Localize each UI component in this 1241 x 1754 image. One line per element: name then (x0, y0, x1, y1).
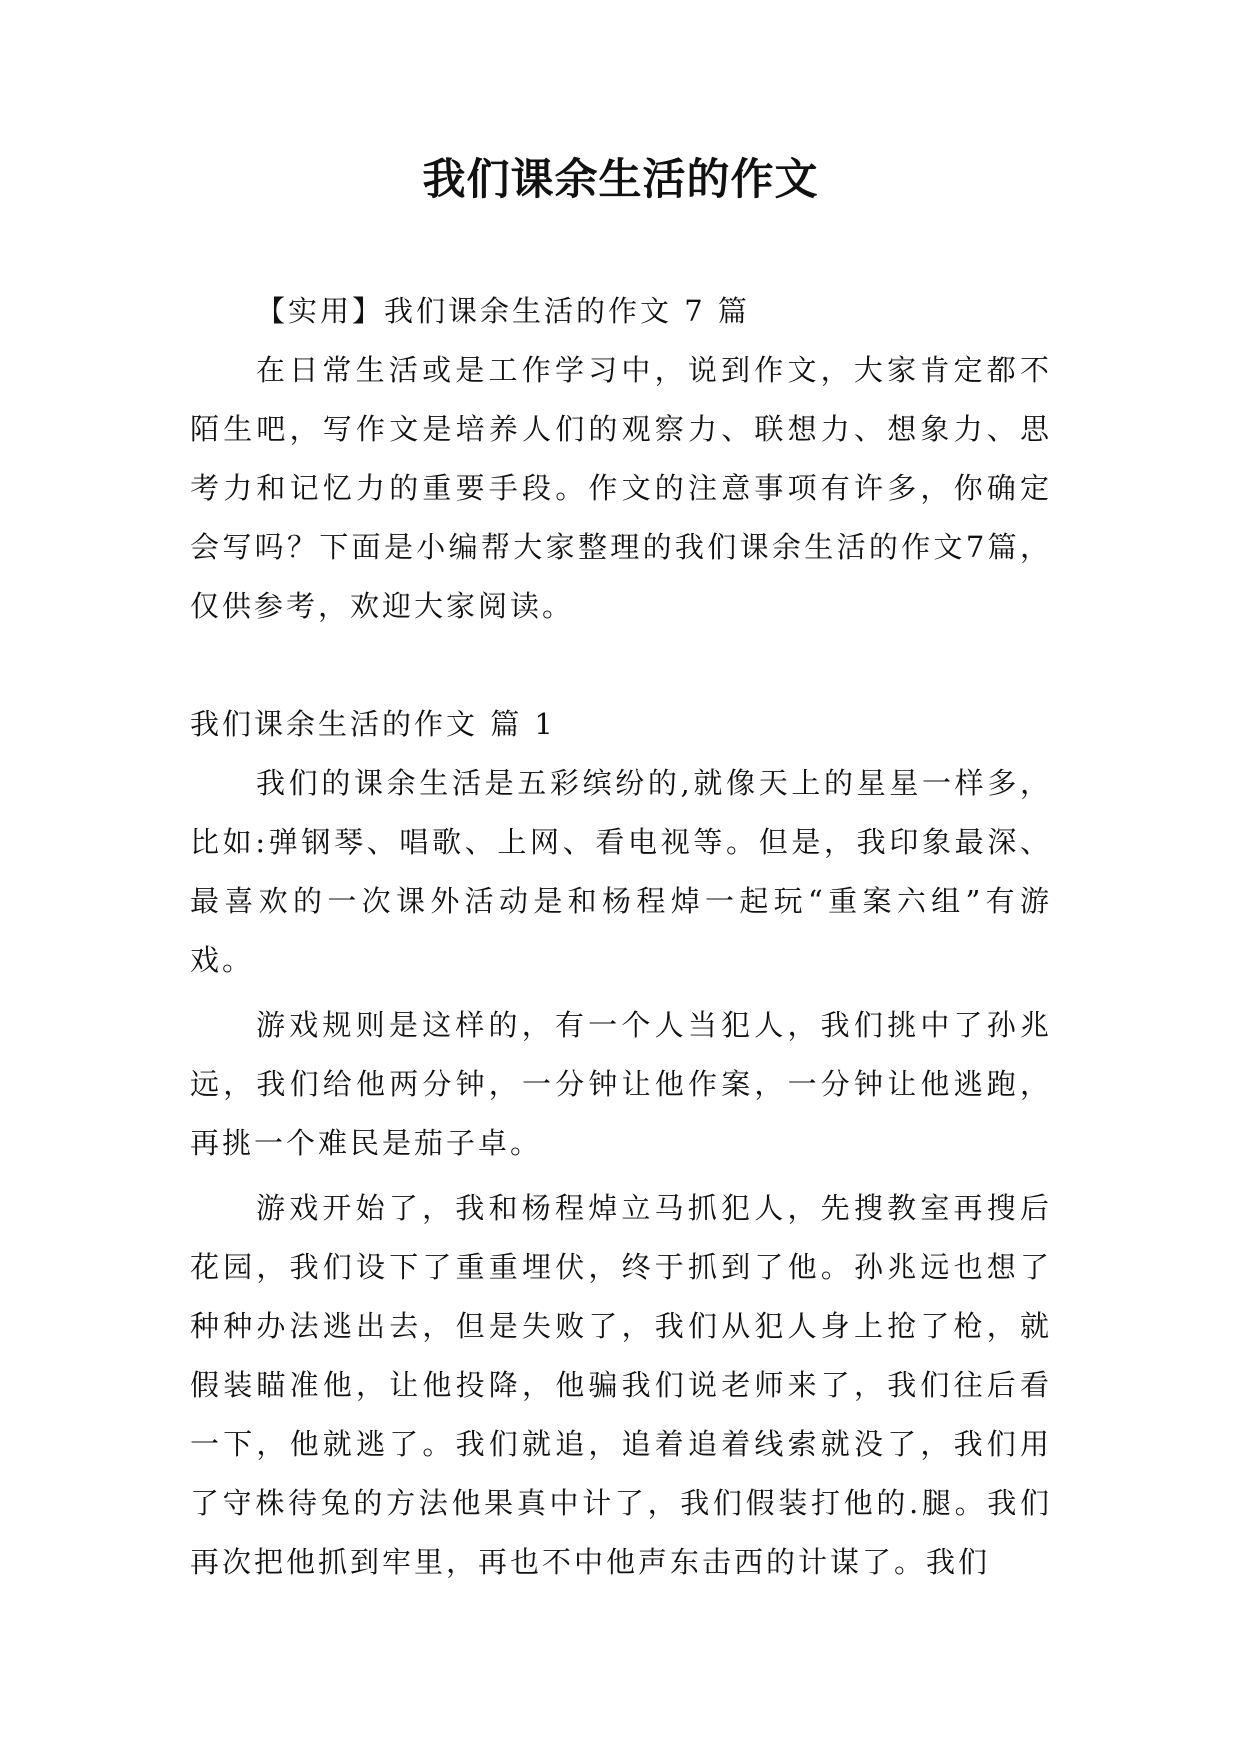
body-paragraph-3: 游戏开始了，我和杨程焯立马抓犯人，先搜教室再搜后花园，我们设下了重重埋伏，终于抓到了他。孙兆远也想了种种办法逃出去，但是失败了，我们从犯人身上抢了枪，就假装瞄准他，让他投降，他骗我们说老师来了，我们往后看一下，他就逃了。我们就追，追着追着线索就没了，我们用了守株待兔的方法他果真中计了，我们假装打他的.腿。我们再次把他抓到牢里，再也不中他声东击西的计谋了。我们 (190, 1191, 1052, 1579)
document-subtitle: 【实用】我们课余生活的作文 7 篇 (256, 294, 750, 328)
document-body (190, 282, 1052, 1592)
intro-paragraph: 在日常生活或是工作学习中，说到作文，大家肯定都不陌生吧，写作文是培养人们的观察力、联想力、想象力、思考力和记忆力的重要手段。作文的注意事项有许多，你确定会写吗？下面是小编帮大家整理的我们课余生活的作文7篇，仅供参考，欢迎大家阅读。 (190, 353, 1052, 623)
section-heading: 我们课余生活的作文 篇 1 (190, 707, 556, 741)
document-title: 我们课余生活的作文 (422, 155, 819, 205)
body-paragraph-1: 我们的课余生活是五彩缤纷的,就像天上的星星一样多，比如:弹钢琴、唱歌、上网、看电视等。但是，我印象最深、最喜欢的一次课外活动是和杨程焯一起玩“重案六组”有游戏。 (190, 766, 1052, 977)
body-paragraph-2: 游戏规则是这样的，有一个人当犯人，我们挑中了孙兆远，我们给他两分钟，一分钟让他作案，一分钟让他逃跑，再挑一个难民是茄子卓。 (190, 1008, 1052, 1160)
